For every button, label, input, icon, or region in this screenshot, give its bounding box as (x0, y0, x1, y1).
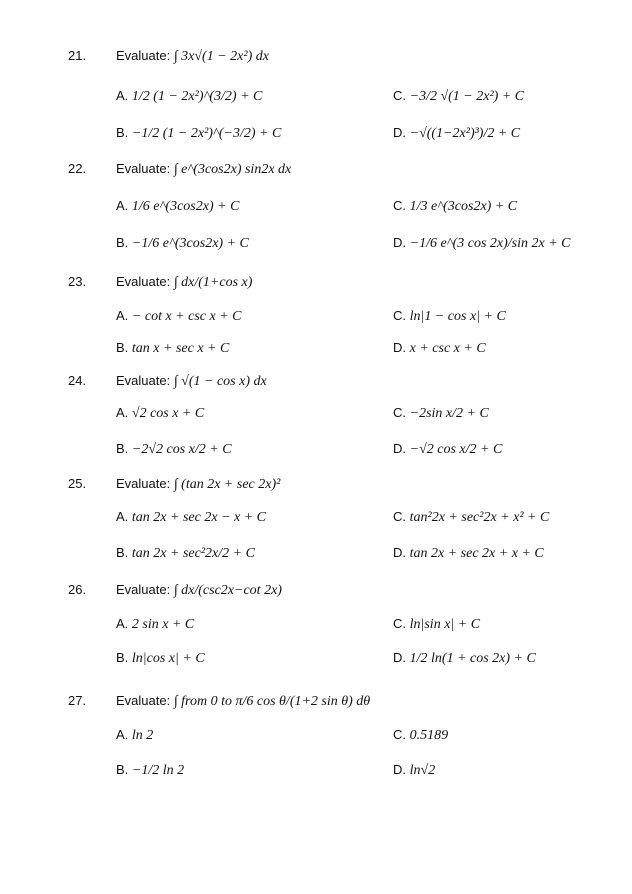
question-prompt (116, 578, 282, 603)
option-23-c[interactable]: C. ln|1 − cos x| + C (393, 308, 506, 324)
option-27-c[interactable]: C. 0.5189 (393, 727, 449, 743)
option-27-b[interactable]: B. −1/2 ln 2 (116, 762, 185, 778)
question-prompt (116, 157, 291, 182)
question-number: 23. (68, 274, 87, 289)
evaluate-label: Evaluate: (116, 693, 171, 708)
option-22-b[interactable]: B. −1/6 e^(3cos2x) + C (116, 235, 249, 251)
option-21-b[interactable]: B. −1/2 (1 − 2x²)^(−3/2) + C (116, 125, 282, 141)
option-24-b[interactable]: B. −2√2 cos x/2 + C (116, 441, 232, 457)
question-prompt (116, 270, 252, 295)
option-21-c[interactable]: C. −3/2 √(1 − 2x²) + C (393, 88, 525, 104)
question-number: 21. (68, 48, 87, 63)
option-25-b[interactable]: B. tan 2x + sec²2x/2 + C (116, 545, 255, 561)
prompt-expression: ∫ dx/(csc2x−cot 2x) (173, 583, 282, 598)
option-23-a[interactable]: A. − cot x + csc x + C (116, 308, 242, 324)
option-25-a[interactable]: A. tan 2x + sec 2x − x + C (116, 509, 266, 525)
question-number: 22. (68, 161, 87, 176)
option-21-d[interactable]: D. −√((1−2x²)³)/2 + C (393, 125, 521, 141)
option-22-c[interactable]: C. 1/3 e^(3cos2x) + C (393, 198, 518, 214)
prompt-expression: ∫ from 0 to π/6 cos θ/(1+2 sin θ) dθ (173, 694, 371, 709)
question-26 (0, 578, 632, 602)
option-24-c[interactable]: C. −2sin x/2 + C (393, 405, 489, 421)
question-prompt (116, 689, 370, 714)
option-22-d[interactable]: D. −1/6 e^(3 cos 2x)/sin 2x + C (393, 235, 571, 251)
option-26-b[interactable]: B. ln|cos x| + C (116, 650, 205, 666)
option-24-d[interactable]: D. −√2 cos x/2 + C (393, 441, 503, 457)
question-prompt (116, 44, 269, 69)
prompt-expression: ∫ (tan 2x + sec 2x)² (173, 477, 281, 492)
question-number: 25. (68, 476, 87, 491)
option-23-b[interactable]: B. tan x + sec x + C (116, 340, 230, 356)
question-25 (0, 472, 632, 496)
option-27-a[interactable]: A. ln 2 (116, 727, 154, 743)
question-22 (0, 157, 632, 181)
option-21-a[interactable]: A. 1/2 (1 − 2x²)^(3/2) + C (116, 88, 263, 104)
question-24 (0, 369, 632, 393)
option-25-d[interactable]: D. tan 2x + sec 2x + x + C (393, 545, 544, 561)
question-prompt (116, 369, 267, 394)
evaluate-label: Evaluate: (116, 476, 171, 491)
option-23-d[interactable]: D. x + csc x + C (393, 340, 486, 356)
option-22-a[interactable]: A. 1/6 e^(3cos2x) + C (116, 198, 240, 214)
prompt-expression: ∫ 3x√(1 − 2x²) dx (173, 49, 269, 64)
option-26-a[interactable]: A. 2 sin x + C (116, 616, 195, 632)
question-number: 27. (68, 693, 87, 708)
evaluate-label: Evaluate: (116, 48, 171, 63)
prompt-expression: ∫ dx/(1+cos x) (173, 275, 253, 290)
question-23 (0, 270, 632, 294)
option-26-d[interactable]: D. 1/2 ln(1 + cos 2x) + C (393, 650, 536, 666)
evaluate-label: Evaluate: (116, 161, 171, 176)
evaluate-label: Evaluate: (116, 274, 171, 289)
question-number: 26. (68, 582, 87, 597)
question-21 (0, 44, 632, 68)
question-27 (0, 689, 632, 713)
question-prompt (116, 472, 280, 497)
option-27-d[interactable]: D. ln√2 (393, 762, 436, 778)
question-number: 24. (68, 373, 87, 388)
option-24-a[interactable]: A. √2 cos x + C (116, 405, 205, 421)
evaluate-label: Evaluate: (116, 582, 171, 597)
option-25-c[interactable]: C. tan²2x + sec²2x + x² + C (393, 509, 550, 525)
prompt-expression: ∫ e^(3cos2x) sin2x dx (173, 162, 292, 177)
evaluate-label: Evaluate: (116, 373, 171, 388)
option-26-c[interactable]: C. ln|sin x| + C (393, 616, 481, 632)
prompt-expression: ∫ √(1 − cos x) dx (173, 374, 267, 389)
